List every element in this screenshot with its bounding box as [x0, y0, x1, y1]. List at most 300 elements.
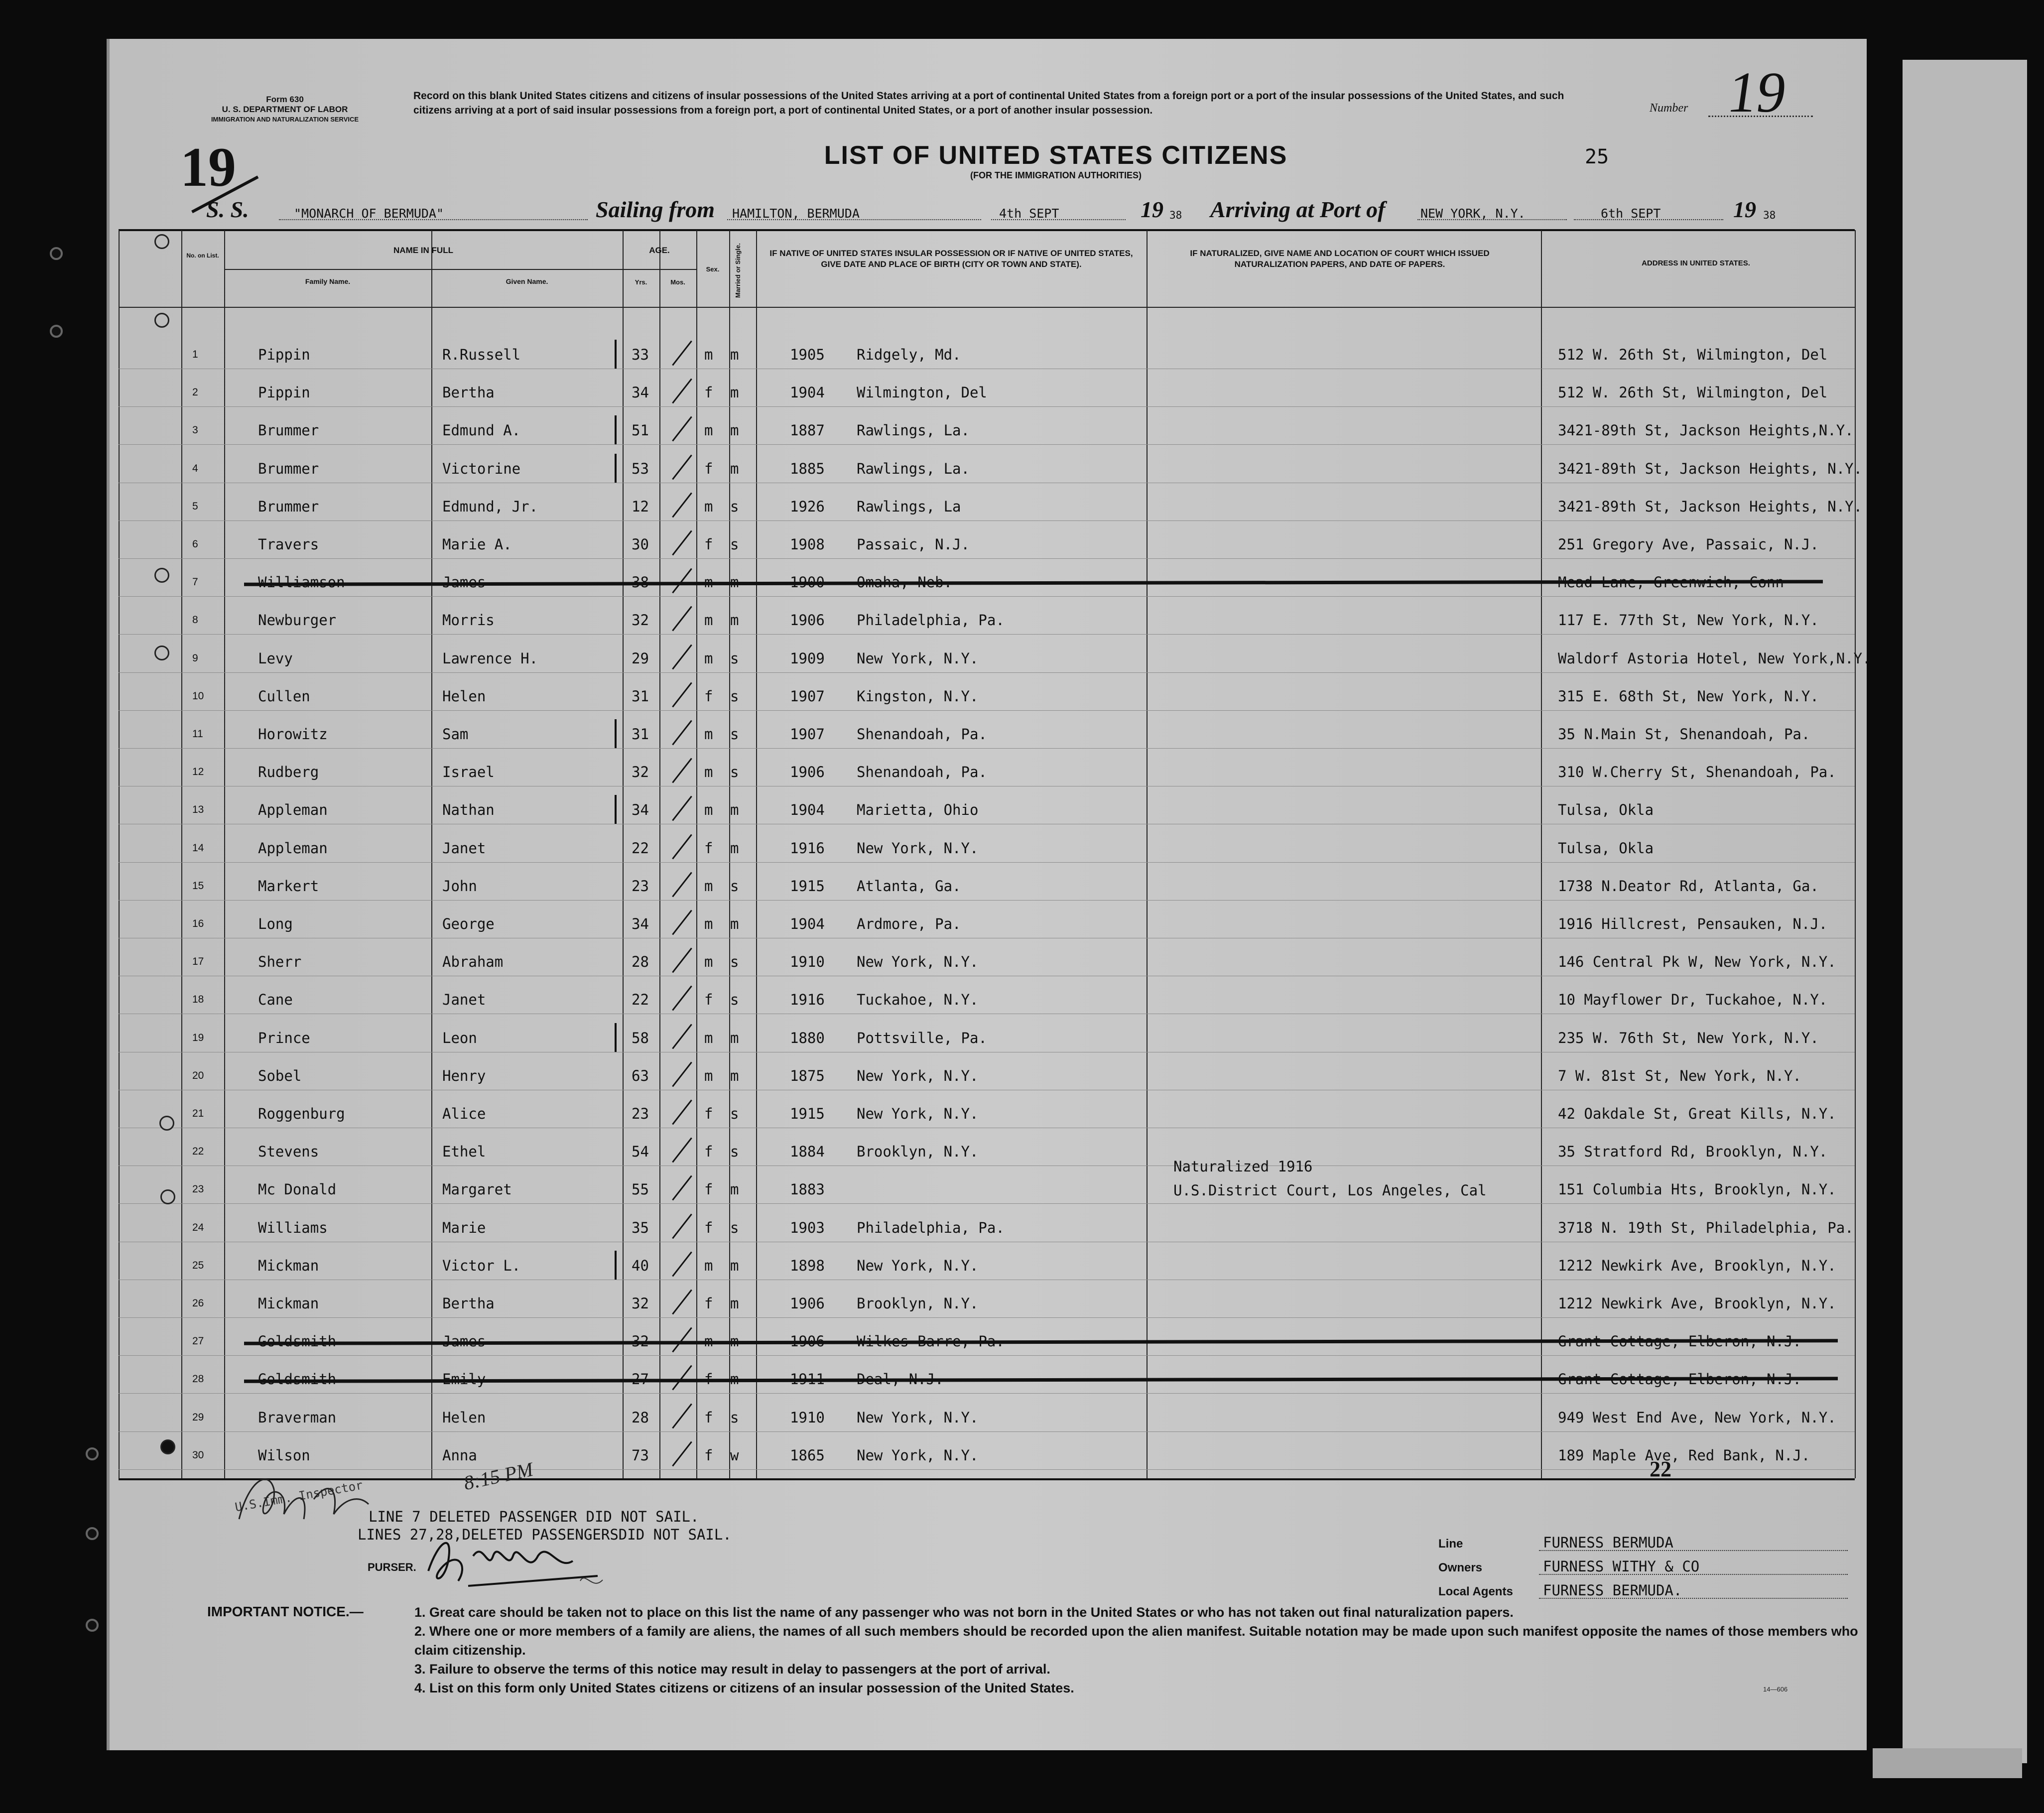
age-years: 32: [632, 764, 649, 780]
col-header-naturalized: IF NATURALIZED, GIVE NAME AND LOCATION OF COURT WHICH ISSUED NATURALIZATION PAPERS, AND DATE OF PAPERS.: [1190, 249, 1490, 269]
family-name: Long: [258, 915, 293, 932]
sex: m: [704, 612, 713, 629]
row-number: 14: [192, 842, 204, 854]
address: 3421-89th St, Jackson Heights,N.Y.: [1558, 422, 1854, 439]
given-name: Helen: [442, 1409, 486, 1426]
row-number: 19: [192, 1032, 204, 1043]
birth-year: 1910: [790, 1409, 825, 1426]
family-name: Brummer: [258, 460, 319, 477]
line-value: FURNESS BERMUDA: [1543, 1534, 1673, 1551]
marital-status: s: [730, 991, 739, 1008]
birth-place: New York, N.Y.: [857, 840, 979, 857]
birth-place: Atlanta, Ga.: [857, 878, 961, 895]
birth-year: 1865: [790, 1447, 825, 1464]
row-rule: [119, 1469, 1855, 1470]
row-rule: [119, 862, 1855, 863]
address: Waldorf Astoria Hotel, New York,N.Y.: [1558, 650, 1871, 667]
group-bracket-mark: [615, 719, 617, 748]
birth-place: Pottsville, Pa.: [857, 1030, 987, 1046]
sex: m: [704, 498, 713, 515]
marital-status: s: [730, 1409, 739, 1426]
inspection-time: 8:15 PM: [461, 1457, 535, 1495]
service-name: IMMIGRATION AND NATURALIZATION SERVICE: [211, 116, 359, 123]
handwritten-side-number: 19: [180, 136, 236, 198]
address: Tulsa, Okla: [1558, 840, 1654, 857]
page-subtitle: (FOR THE IMMIGRATION AUTHORITIES): [970, 170, 1142, 180]
inspector-stamp: U.S.Imm. Inspector: [234, 1478, 364, 1515]
marital-status: m: [730, 1295, 739, 1312]
row-number: 10: [192, 690, 204, 702]
naturalization-note-1: Naturalized 1916: [1173, 1158, 1313, 1175]
birth-year: 1883: [790, 1181, 825, 1198]
punch-circle: [154, 313, 169, 328]
given-name: Marie A.: [442, 536, 512, 553]
given-name: Morris: [442, 612, 495, 629]
row-number: 8: [192, 614, 198, 626]
marital-status: s: [730, 688, 739, 705]
marital-status: s: [730, 953, 739, 970]
sex: m: [704, 726, 713, 743]
group-bracket-mark: [615, 340, 617, 369]
sex: f: [704, 1219, 713, 1236]
row-rule: [119, 406, 1855, 407]
family-name: Mickman: [258, 1257, 319, 1274]
birth-year: 1926: [790, 498, 825, 515]
birth-place: Shenandoah, Pa.: [857, 764, 987, 780]
marital-status: w: [730, 1447, 739, 1464]
birth-year: 1916: [790, 840, 825, 857]
row-rule: [119, 634, 1855, 635]
agents-value: FURNESS BERMUDA.: [1543, 1582, 1682, 1599]
address: 42 Oakdale St, Great Kills, N.Y.: [1558, 1105, 1836, 1122]
birth-year: 1915: [790, 1105, 825, 1122]
address: 117 E. 77th St, New York, N.Y.: [1558, 612, 1819, 629]
row-number: 15: [192, 880, 204, 892]
marital-status: m: [730, 1030, 739, 1046]
birth-year: 1906: [790, 612, 825, 629]
address: Mead Lane, Greenwich, Conn: [1558, 574, 1784, 591]
marital-status: s: [730, 726, 739, 743]
birth-year: 1906: [790, 1333, 825, 1350]
age-years: 30: [632, 536, 649, 553]
birth-place: Philadelphia, Pa.: [857, 612, 1005, 629]
birth-year: 1904: [790, 801, 825, 818]
birth-place: Marietta, Ohio: [857, 801, 979, 818]
col-header-family-name: Family Name.: [305, 277, 351, 285]
row-number: 7: [192, 576, 198, 588]
family-name: Brummer: [258, 422, 319, 439]
col-header-name-in-full: NAME IN FULL: [393, 246, 453, 255]
family-name: Williamson: [258, 574, 345, 591]
birth-year: 1900: [790, 574, 825, 591]
row-number: 5: [192, 501, 198, 512]
sex: f: [704, 840, 713, 857]
form-identification: [185, 95, 384, 125]
ss-label: S. S.: [206, 197, 249, 222]
family-name: Levy: [258, 650, 293, 667]
family-name: Sobel: [258, 1067, 302, 1084]
number-label: Number: [1650, 102, 1688, 115]
owners-label: Owners: [1438, 1561, 1483, 1574]
given-name: Victor L.: [442, 1257, 521, 1274]
address: 512 W. 26th St, Wilmington, Del: [1558, 384, 1828, 401]
marital-status: s: [730, 536, 739, 553]
age-years: 33: [632, 346, 649, 363]
given-name: Ethel: [442, 1143, 486, 1160]
address: 10 Mayflower Dr, Tuckahoe, N.Y.: [1558, 991, 1828, 1008]
family-name: Pippin: [258, 346, 310, 363]
birth-year: 1906: [790, 764, 825, 780]
address: 235 W. 76th St, New York, N.Y.: [1558, 1030, 1819, 1046]
row-rule: [119, 444, 1855, 445]
arrival-date-underline: [1574, 219, 1723, 220]
col-header-yrs: Yrs.: [635, 278, 647, 286]
family-name: Brummer: [258, 498, 319, 515]
binder-hole: [86, 1527, 99, 1540]
given-name: Emily: [442, 1371, 486, 1388]
birth-place: Ardmore, Pa.: [857, 915, 961, 932]
sex: f: [704, 688, 713, 705]
row-number: 12: [192, 766, 204, 777]
subheader-rule: [224, 269, 696, 270]
marital-status: s: [730, 498, 739, 515]
birth-place: Philadelphia, Pa.: [857, 1219, 1005, 1236]
birth-year: 1875: [790, 1067, 825, 1084]
group-bracket-mark: [615, 795, 617, 824]
age-years: 53: [632, 460, 649, 477]
binder-hole: [86, 1447, 99, 1460]
row-number: 16: [192, 918, 204, 929]
row-number: 21: [192, 1108, 204, 1119]
column-rule: [181, 230, 182, 1478]
birth-year: 1898: [790, 1257, 825, 1274]
sex: f: [704, 1143, 713, 1160]
header-bottom-rule: [119, 307, 1855, 308]
table-bottom-rule: [119, 1478, 1855, 1480]
marital-status: m: [730, 460, 739, 477]
birth-year: 1880: [790, 1030, 825, 1046]
age-years: 31: [632, 726, 649, 743]
family-name: Sherr: [258, 953, 302, 970]
birth-place: Tuckahoe, N.Y.: [857, 991, 979, 1008]
birth-place: New York, N.Y.: [857, 1105, 979, 1122]
given-name: Bertha: [442, 1295, 495, 1312]
punch-circle: [159, 1116, 174, 1131]
sex: f: [704, 991, 713, 1008]
sex: m: [704, 1257, 713, 1274]
col-header-given-name: Given Name.: [506, 277, 548, 285]
birth-place: New York, N.Y.: [857, 1257, 979, 1274]
column-rule: [1147, 230, 1148, 1478]
birth-place: Omaha, Neb.: [857, 574, 953, 591]
age-years: 51: [632, 422, 649, 439]
family-name: Cane: [258, 991, 293, 1008]
address: Tulsa, Okla: [1558, 801, 1654, 818]
punch-circle: [154, 234, 169, 249]
ship-name: "MONARCH OF BERMUDA": [294, 206, 444, 221]
sex: f: [704, 1105, 713, 1122]
age-years: 32: [632, 612, 649, 629]
given-name: James: [442, 1333, 486, 1350]
departure-year-prefix: 19: [1141, 197, 1163, 222]
punch-circle: [154, 568, 169, 583]
column-rule: [1541, 230, 1542, 1478]
marital-status: m: [730, 915, 739, 932]
given-name: John: [442, 878, 477, 895]
binder-hole: [50, 325, 63, 338]
birth-year: 1904: [790, 384, 825, 401]
family-name: Newburger: [258, 612, 337, 629]
birth-place: Kingston, N.Y.: [857, 688, 979, 705]
purser-signature: [408, 1521, 618, 1596]
birth-year: 1910: [790, 953, 825, 970]
agents-underline: [1539, 1598, 1848, 1599]
arriving-label: Arriving at Port of: [1210, 197, 1386, 222]
family-name: Markert: [258, 878, 319, 895]
sex: m: [704, 422, 713, 439]
address: 1212 Newkirk Ave, Brooklyn, N.Y.: [1558, 1257, 1836, 1274]
birth-year: 1916: [790, 991, 825, 1008]
marital-status: m: [730, 1067, 739, 1084]
address: 3421-89th St, Jackson Heights, N.Y.: [1558, 498, 1863, 515]
arrival-port: NEW YORK, N.Y.: [1420, 206, 1526, 221]
notice-heading: IMPORTANT NOTICE.—: [207, 1604, 364, 1619]
marital-status: m: [730, 840, 739, 857]
given-name: Sam: [442, 726, 469, 743]
age-years: 22: [632, 991, 649, 1008]
birth-place: Rawlings, La: [857, 498, 961, 515]
col-header-mos: Mos.: [670, 278, 685, 286]
birth-place: New York, N.Y.: [857, 953, 979, 970]
owners-value: FURNESS WITHY & CO: [1543, 1558, 1700, 1575]
handwritten-count: 22: [1650, 1457, 1671, 1481]
address: 315 E. 68th St, New York, N.Y.: [1558, 688, 1819, 705]
row-rule: [119, 900, 1855, 901]
marital-status: m: [730, 612, 739, 629]
marital-status: s: [730, 1105, 739, 1122]
address: 3718 N. 19th St, Philadelphia, Pa.: [1558, 1219, 1854, 1236]
given-name: Henry: [442, 1067, 486, 1084]
purser-label: PURSER.: [368, 1561, 416, 1573]
sex: m: [704, 953, 713, 970]
family-name: Rudberg: [258, 764, 319, 780]
row-number: 4: [192, 463, 198, 474]
underlying-page-edge: [1873, 1748, 2022, 1778]
sex: f: [704, 1181, 713, 1198]
family-name: Travers: [258, 536, 319, 553]
binder-hole: [50, 247, 63, 260]
row-number: 9: [192, 652, 198, 664]
binder-hole: [86, 1619, 99, 1632]
agents-label: Local Agents: [1438, 1585, 1513, 1598]
family-name: Prince: [258, 1030, 310, 1046]
row-rule: [119, 520, 1855, 521]
column-rule: [119, 230, 120, 1478]
birth-place: Passaic, N.J.: [857, 536, 970, 553]
sex: m: [704, 1067, 713, 1084]
sex: m: [704, 650, 713, 667]
marital-status: m: [730, 422, 739, 439]
birth-place: New York, N.Y.: [857, 1409, 979, 1426]
col-header-native: IF NATIVE OF UNITED STATES INSULAR POSSESSION OR IF NATIVE OF UNITED STATES, GIVE DATE AND PLACE OF BIRTH (CITY OR TOWN AND STATE).: [769, 249, 1133, 269]
address: 35 N.Main St, Shenandoah, Pa.: [1558, 726, 1810, 743]
age-years: 28: [632, 1409, 649, 1426]
form-code: 14—606: [1763, 1685, 1788, 1693]
notice-3: 3. Failure to observe the terms of this notice may result in delay to passengers at the port of arrival.: [414, 1662, 1050, 1677]
family-name: Wilson: [258, 1447, 310, 1464]
col-header-married: Married or Single.: [734, 243, 742, 298]
marital-status: s: [730, 1219, 739, 1236]
punch-circle: [160, 1189, 175, 1204]
page-title: LIST OF UNITED STATES CITIZENS: [824, 141, 1288, 170]
age-years: 29: [632, 650, 649, 667]
group-bracket-mark: [615, 1251, 617, 1280]
form-number: Form 630: [266, 95, 304, 104]
age-years: 40: [632, 1257, 649, 1274]
birth-year: 1908: [790, 536, 825, 553]
notice-1: 1. Great care should be taken not to place on this list the name of any passenger who was not born in the United States or who has not taken out final naturalization papers.: [414, 1605, 1514, 1620]
col-header-sex: Sex.: [706, 265, 720, 273]
age-years: 54: [632, 1143, 649, 1160]
given-name: Edmund, Jr.: [442, 498, 538, 515]
sex: f: [704, 1447, 713, 1464]
birth-place: New York, N.Y.: [857, 650, 979, 667]
row-number: 11: [192, 728, 203, 740]
row-number: 23: [192, 1183, 204, 1195]
birth-year: 1907: [790, 688, 825, 705]
birth-place: Brooklyn, N.Y.: [857, 1143, 979, 1160]
birth-year: 1907: [790, 726, 825, 743]
age-years: 55: [632, 1181, 649, 1198]
col-header-address: ADDRESS IN UNITED STATES.: [1642, 259, 1750, 267]
family-name: Goldsmith: [258, 1371, 337, 1388]
age-years: 32: [632, 1295, 649, 1312]
sex: f: [704, 536, 713, 553]
row-number: 28: [192, 1373, 204, 1385]
marital-status: m: [730, 346, 739, 363]
row-rule: [119, 596, 1855, 597]
column-rule: [659, 230, 660, 1478]
group-bracket-mark: [615, 415, 617, 444]
departure-year: 38: [1169, 209, 1182, 221]
address: 151 Columbia Hts, Brooklyn, N.Y.: [1558, 1181, 1836, 1198]
family-name: Braverman: [258, 1409, 337, 1426]
birth-place: Brooklyn, N.Y.: [857, 1295, 979, 1312]
given-name: Helen: [442, 688, 486, 705]
birth-place: Wilkes-Barre, Pa.: [857, 1333, 1005, 1350]
owners-underline: [1539, 1574, 1848, 1575]
age-years: 28: [632, 953, 649, 970]
naturalization-note-2: U.S.District Court, Los Angeles, Cal: [1173, 1182, 1487, 1199]
column-rule: [1855, 230, 1856, 1478]
family-name: Goldsmith: [258, 1333, 337, 1350]
address: Grant Cottage, Elberon, N.J.: [1558, 1333, 1801, 1350]
given-name: Leon: [442, 1030, 477, 1046]
address: 7 W. 81st St, New York, N.Y.: [1558, 1067, 1801, 1084]
birth-place: New York, N.Y.: [857, 1447, 979, 1464]
marital-status: m: [730, 801, 739, 818]
address: 146 Central Pk W, New York, N.Y.: [1558, 953, 1836, 970]
column-rule: [431, 230, 432, 1478]
sex: m: [704, 801, 713, 818]
address: 189 Maple Ave, Red Bank, N.J.: [1558, 1447, 1810, 1464]
birth-place: Shenandoah, Pa.: [857, 726, 987, 743]
age-years: 34: [632, 384, 649, 401]
departure-port: HAMILTON, BERMUDA: [732, 206, 860, 221]
marital-status: s: [730, 650, 739, 667]
marital-status: m: [730, 1181, 739, 1198]
marital-status: s: [730, 764, 739, 780]
given-name: George: [442, 915, 495, 932]
table-top-rule: [119, 229, 1855, 231]
sex: m: [704, 574, 713, 591]
address: 512 W. 26th St, Wilmington, Del: [1558, 346, 1828, 363]
punch-circle: [160, 1439, 175, 1454]
birth-place: Rawlings, La.: [857, 422, 970, 439]
family-name: Mc Donald: [258, 1181, 337, 1198]
marital-status: m: [730, 1371, 739, 1388]
row-number: 29: [192, 1412, 204, 1423]
age-years: 23: [632, 878, 649, 895]
given-name: Janet: [442, 840, 486, 857]
age-years: 38: [632, 574, 649, 591]
row-rule: [119, 1317, 1855, 1318]
birth-place: New York, N.Y.: [857, 1067, 979, 1084]
punch-circle: [154, 646, 169, 660]
underlying-page: [1903, 60, 2027, 1763]
birth-year: 1884: [790, 1143, 825, 1160]
row-rule: [119, 558, 1855, 559]
age-years: 31: [632, 688, 649, 705]
address: 1738 N.Deator Rd, Atlanta, Ga.: [1558, 878, 1819, 895]
given-name: Janet: [442, 991, 486, 1008]
deletion-note-1: LINE 7 DELETED PASSENGER DID NOT SAIL.: [369, 1508, 699, 1525]
birth-place: Rawlings, La.: [857, 460, 970, 477]
sex: f: [704, 1409, 713, 1426]
row-number: 3: [192, 424, 198, 436]
arrival-year-prefix: 19: [1733, 197, 1756, 222]
notice-4: 4. List on this form only United States citizens or citizens of an insular possession of the United States.: [414, 1681, 1074, 1695]
sex: m: [704, 1030, 713, 1046]
row-rule: [119, 1203, 1855, 1204]
line-underline: [1539, 1550, 1848, 1551]
sex: f: [704, 460, 713, 477]
column-rule: [756, 230, 757, 1478]
family-name: Appleman: [258, 840, 328, 857]
departure-date: 4th SEPT: [999, 206, 1059, 221]
given-name: Alice: [442, 1105, 486, 1122]
sailing-from-label: Sailing from: [596, 197, 715, 222]
age-years: 34: [632, 915, 649, 932]
row-rule: [119, 1431, 1855, 1432]
birth-year: 1904: [790, 915, 825, 932]
birth-place: Wilmington, Del: [857, 384, 987, 401]
given-name: Israel: [442, 764, 495, 780]
row-number: 24: [192, 1222, 204, 1233]
birth-year: 1885: [790, 460, 825, 477]
row-number: 18: [192, 994, 204, 1005]
row-number: 6: [192, 538, 198, 550]
given-name: James: [442, 574, 486, 591]
col-header-age: AGE.: [649, 246, 670, 255]
address: 949 West End Ave, New York, N.Y.: [1558, 1409, 1836, 1426]
age-years: 27: [632, 1371, 649, 1388]
ship-underline: [279, 219, 588, 220]
row-number: 13: [192, 804, 204, 815]
row-rule: [119, 710, 1855, 711]
departure-date-underline: [991, 219, 1126, 220]
address: 35 Stratford Rd, Brooklyn, N.Y.: [1558, 1143, 1828, 1160]
